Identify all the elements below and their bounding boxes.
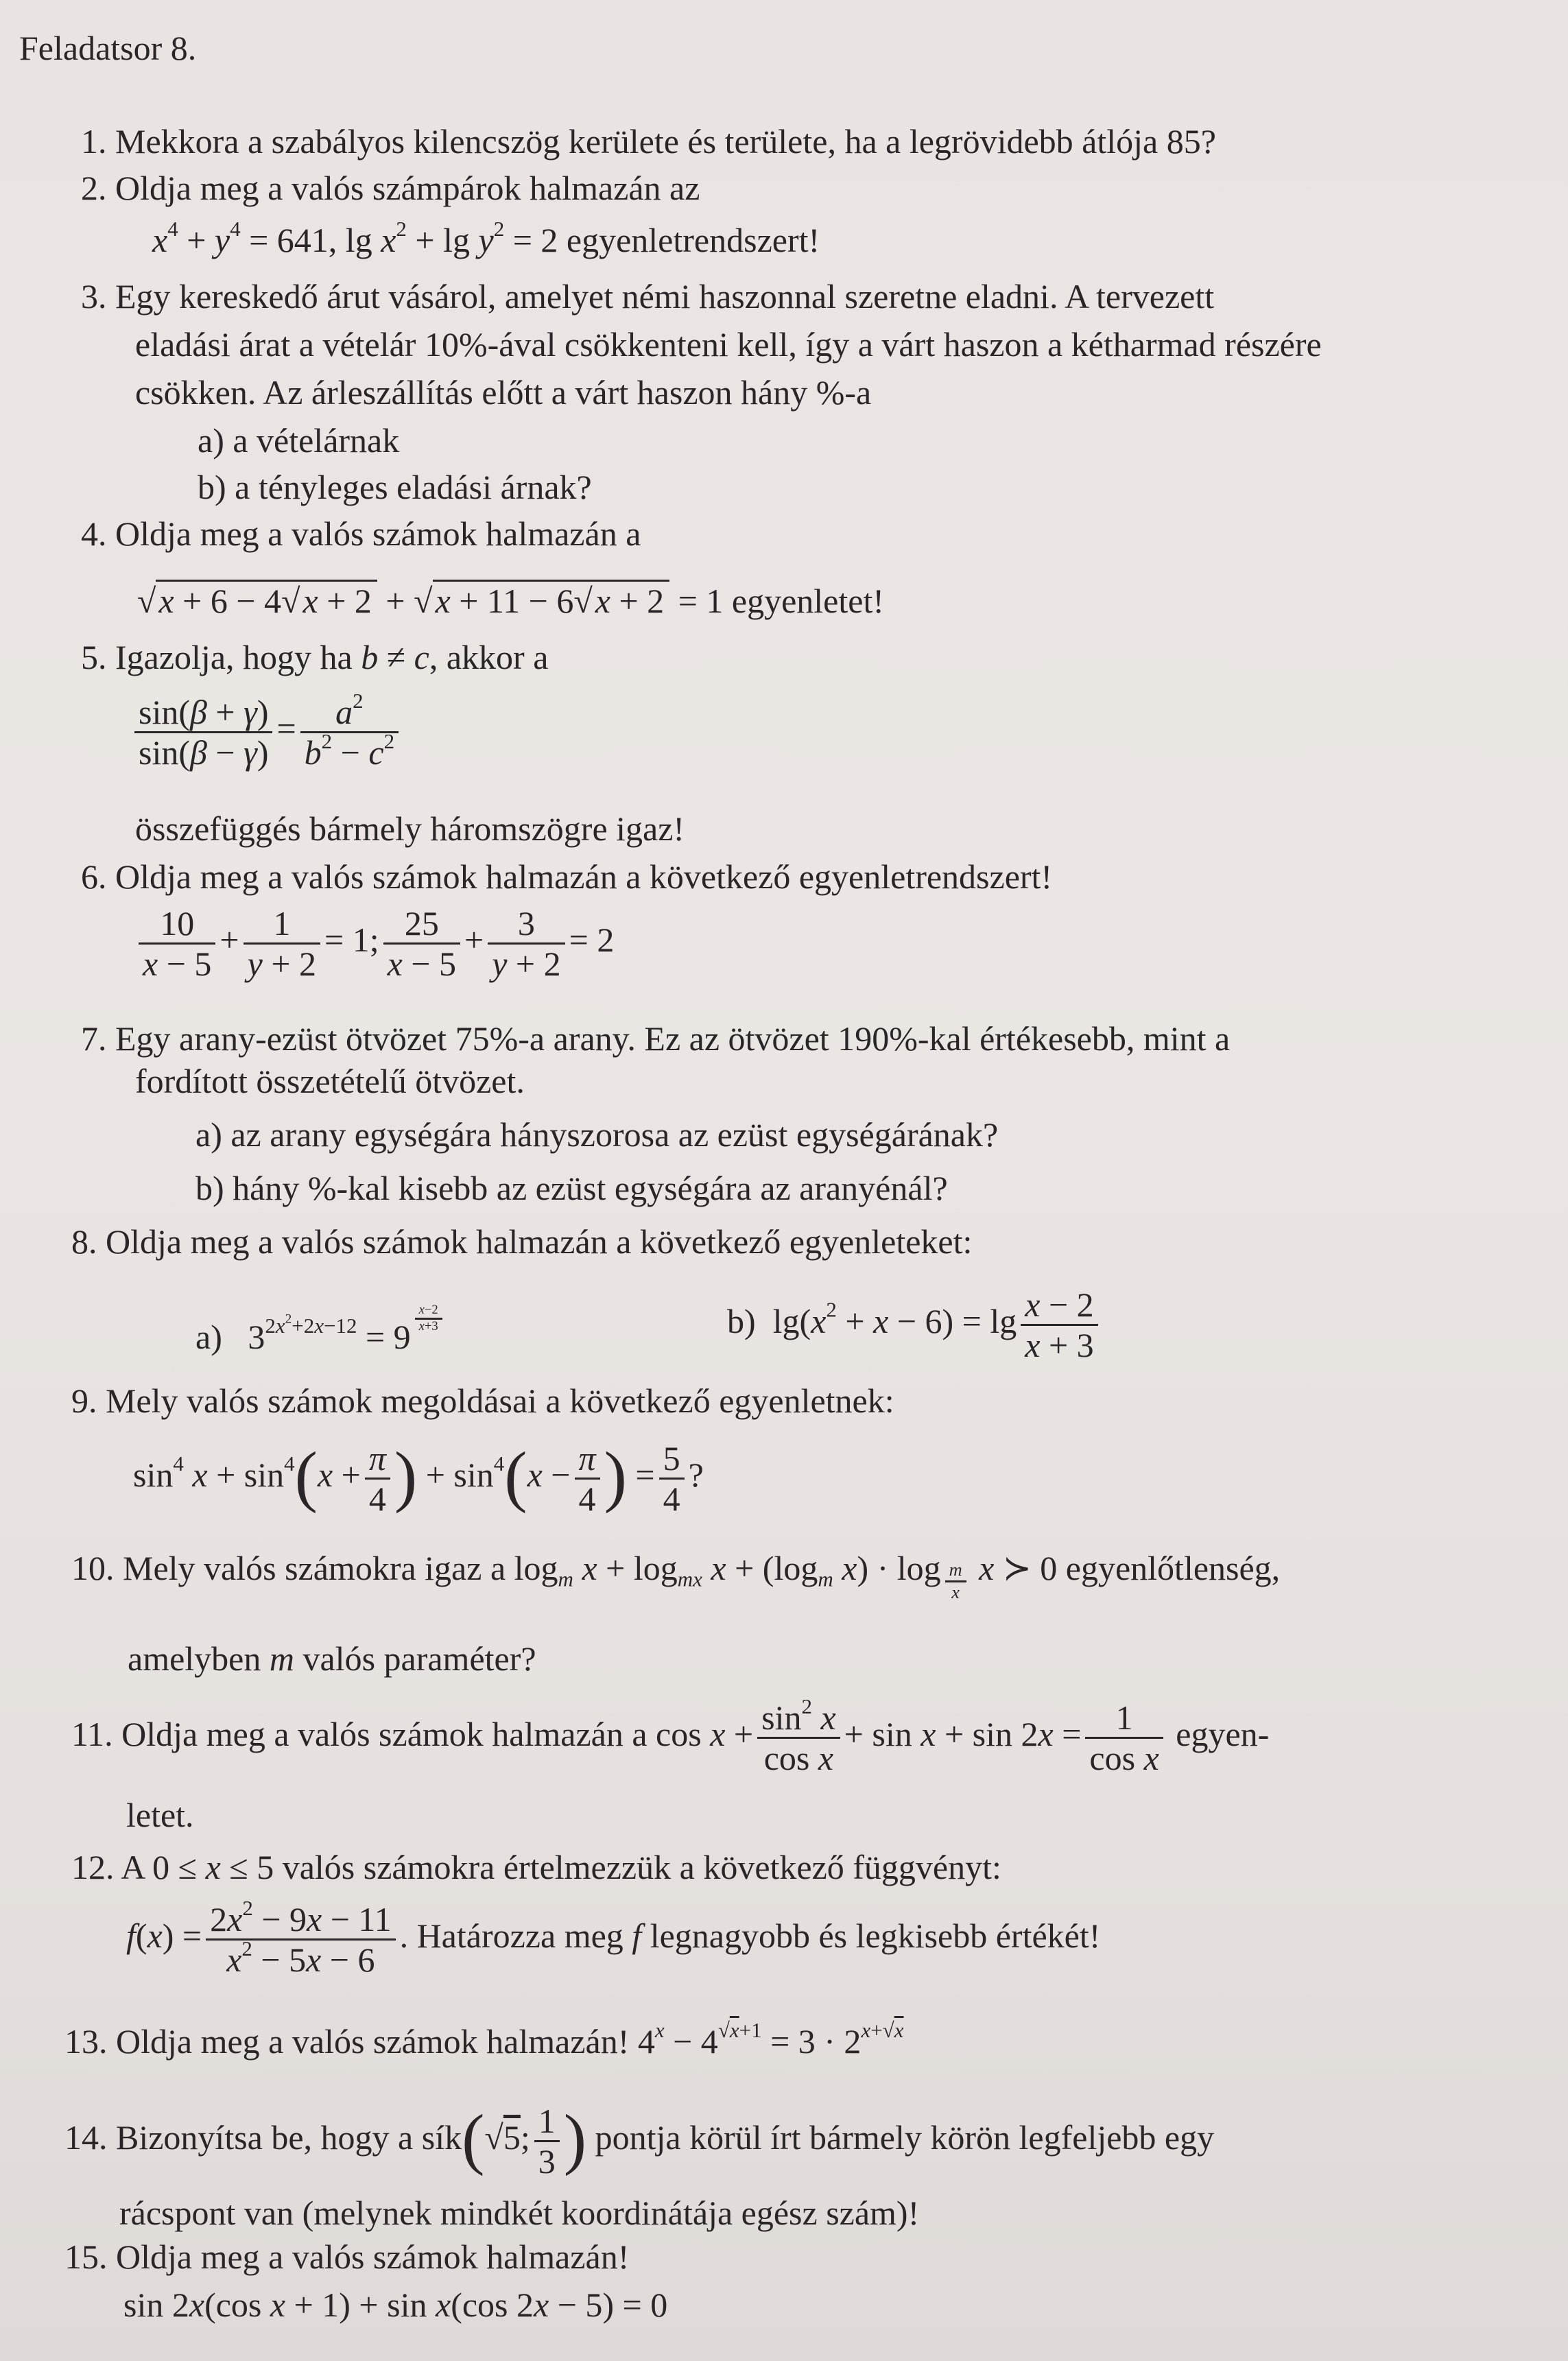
problem-7-option-b: b) hány %-kal kisebb az ezüst egységára az aranyénál?: [195, 1169, 948, 1207]
problem-number: 4.: [81, 514, 107, 553]
problem-3-line-2: eladási árat a vételár 10%-ával csökkenteni kell, így a várt haszon a kétharmad részére: [135, 325, 1322, 364]
problem-8: [71, 1221, 972, 1262]
problem-2: [81, 167, 700, 209]
problem-text: Bizonyítsa be, hogy a sík: [116, 2118, 462, 2157]
problem-12-function: f(x) = $\frac{2x^2 - 9x - 11}{x^2 - 5x - 6}$ . Határozza meg f legnagyobb és legkisebb értékét!: [126, 1895, 1101, 1979]
problem-number: 13.: [64, 2022, 108, 2061]
problem-3: [81, 276, 1214, 317]
problem-number: 15.: [64, 2238, 108, 2276]
problem-13: 13. Oldja meg a valós számok halmazán! $4^x - 4^{√x+1} = 3 \cdot 2^{x+√x}$: [64, 2017, 904, 2061]
problem-8-equation-a: a) $3^{2x^2+2x-12} = 9$ $^{\frac{x-2}{x+3}}$: [195, 1303, 447, 1357]
problem-number: 3.: [81, 277, 107, 316]
problem-15: [64, 2236, 629, 2277]
problem-2-equation: $x^4 + y^4 = 641$, $\lg x^2 + \lg y^2 = 2$ egyenletrendszert!: [152, 216, 820, 259]
problem-text: Igazolja, hogy ha: [115, 638, 353, 676]
problem-9-equation: $\sin^4 x + \sin^4(x$ + $\frac{\pi}{4}$ ) + $\sin^4(x$ − $\frac{\pi}{4}$ ) = $\frac{5}{4}$ ?: [133, 1438, 704, 1519]
problem-text: Oldja meg a valós számok halmazán a: [115, 514, 641, 553]
problem-number: 11.: [71, 1714, 113, 1753]
problem-3-option-a: a) a vételárnak: [198, 421, 400, 460]
problem-text: Oldja meg a valós számok halmazán a: [121, 1714, 648, 1753]
problem-1: [81, 121, 1216, 162]
problem-text: Mely valós számokra igaz a: [123, 1549, 506, 1587]
problem-number: 12.: [71, 1848, 115, 1886]
problem-7-line-2: fordított összetételű ötvözet.: [135, 1062, 525, 1100]
problem-text: akkor a: [446, 638, 549, 676]
problem-8-equation-b: b) $\lg(x^2 + x - 6) = \lg$ $\frac{x - 2}{x + 3}$: [727, 1285, 1102, 1364]
problem-11: 11. Oldja meg a valós számok halmazán a cos x + $\frac{\sin^2 x}{\text{cos x}}$ + sin x + sin 2x = $\frac{1}{\text{cos x}}$ egyen-: [71, 1694, 1270, 1777]
problem-number: 7.: [81, 1019, 107, 1058]
problem-text: Mely valós számok megoldásai a következő egyenletnek:: [106, 1381, 894, 1420]
problem-5-tail: összefüggés bármely háromszögre igaz!: [135, 809, 685, 848]
problem-text: egyen-: [1176, 1714, 1270, 1753]
problem-text: Oldja meg a valós számok halmazán a következő egyenletrendszert!: [115, 857, 1053, 896]
problem-text: egyenlőtlenség,: [1065, 1549, 1281, 1587]
problem-text: A: [121, 1848, 144, 1886]
problem-text: egyenletet!: [731, 582, 884, 620]
problem-text: egyenletrendszert!: [566, 221, 820, 259]
problem-number: 5.: [81, 638, 107, 676]
problem-number: 1.: [81, 122, 107, 161]
problem-text: Oldja meg a valós számok halmazán!: [116, 2238, 630, 2276]
problem-text: Egy arany-ezüst ötvözet 75%-a arany. Ez az ötvözet 190%-kal értékesebb, mint a: [115, 1019, 1231, 1058]
problem-14: 14. Bizonyítsa be, hogy a sík(√5; $\frac{1}{3}$ ) pontja körül írt bármely körön legfeljebb egy: [64, 2100, 1215, 2181]
problem-text: valós számokra értelmezzük a következő függvényt:: [282, 1848, 1001, 1886]
problem-number: 8.: [71, 1222, 97, 1261]
problem-3-option-b: b) a tényleges eladási árnak?: [198, 468, 592, 506]
problem-10: 10. Mely valós számokra igaz a $\log_m x + \log_{mx} x + (\log_m$ x) · log $_{\frac{m}{x}}$ x ≻ 0 egyenlőtlenség,: [71, 1549, 1281, 1602]
problem-number: 2.: [81, 169, 107, 207]
problem-14-line-2: rácspont van (melynek mindkét koordinátája egész szám)!: [119, 2194, 920, 2232]
problem-number: 6.: [81, 857, 107, 896]
problem-text: Oldja meg a valós számok halmazán a következő egyenleteket:: [106, 1222, 973, 1261]
problem-text: pontja körül írt bármely körön legfeljebb egy: [595, 2118, 1215, 2157]
problem-7: [81, 1018, 1230, 1059]
problem-text: Mekkora a szabályos kilencszög kerülete és területe, ha a legrövidebb átlója 85?: [115, 122, 1216, 161]
problem-text: Oldja meg a valós számpárok halmazán az: [115, 169, 700, 207]
problem-11-line-2: letet.: [126, 1796, 194, 1834]
page-title: Feladatsor 8.: [19, 29, 197, 67]
problem-5-equation: $\frac{\sin(\beta + \gamma)}{\sin(\beta - \gamma)}$ = $\frac{a^2}{b^2 - c^2}$: [130, 693, 403, 772]
problem-7-option-a: a) az arany egységára hányszorosa az ezüst egységárának?: [195, 1115, 999, 1154]
problem-4-equation: √x + 6 − 4√x + 2 + √x + 11 − 6√x + 2 = 1 egyenletet!: [137, 580, 884, 621]
problem-9: [71, 1380, 894, 1421]
problem-15-equation: sin 2x(cos x + 1) + sin x(cos 2x − 5) = 0: [123, 2286, 668, 2324]
problem-6-equation: $\frac{10}{x - 5}$ + $\frac{1}{y + 2}$ = 1; $\frac{25}{x - 5}$ + $\frac{3}{y + 2}$ = 2: [134, 904, 614, 983]
problem-text: Egy kereskedő árut vásárol, amelyet némi haszonnal szeretne eladni. A tervezett: [115, 277, 1215, 316]
problem-number: 10.: [71, 1549, 115, 1587]
problem-3-line-3: csökken. Az árleszállítás előtt a várt haszon hány %-a: [135, 373, 872, 412]
problem-12: 12. A 0 ≤ x ≤ 5 valós számokra értelmezzük a következő függvényt:: [71, 1848, 1001, 1886]
problem-5: 5. Igazolja, hogy ha b ≠ c, akkor a: [81, 638, 549, 676]
problem-10-line-2: amelyben m valós paraméter?: [128, 1639, 536, 1678]
problem-4: [81, 513, 641, 554]
problem-6: [81, 856, 1052, 897]
problem-text: Oldja meg a valós számok halmazán!: [116, 2022, 630, 2061]
problem-number: 14.: [64, 2118, 108, 2157]
problem-number: 9.: [71, 1381, 97, 1420]
